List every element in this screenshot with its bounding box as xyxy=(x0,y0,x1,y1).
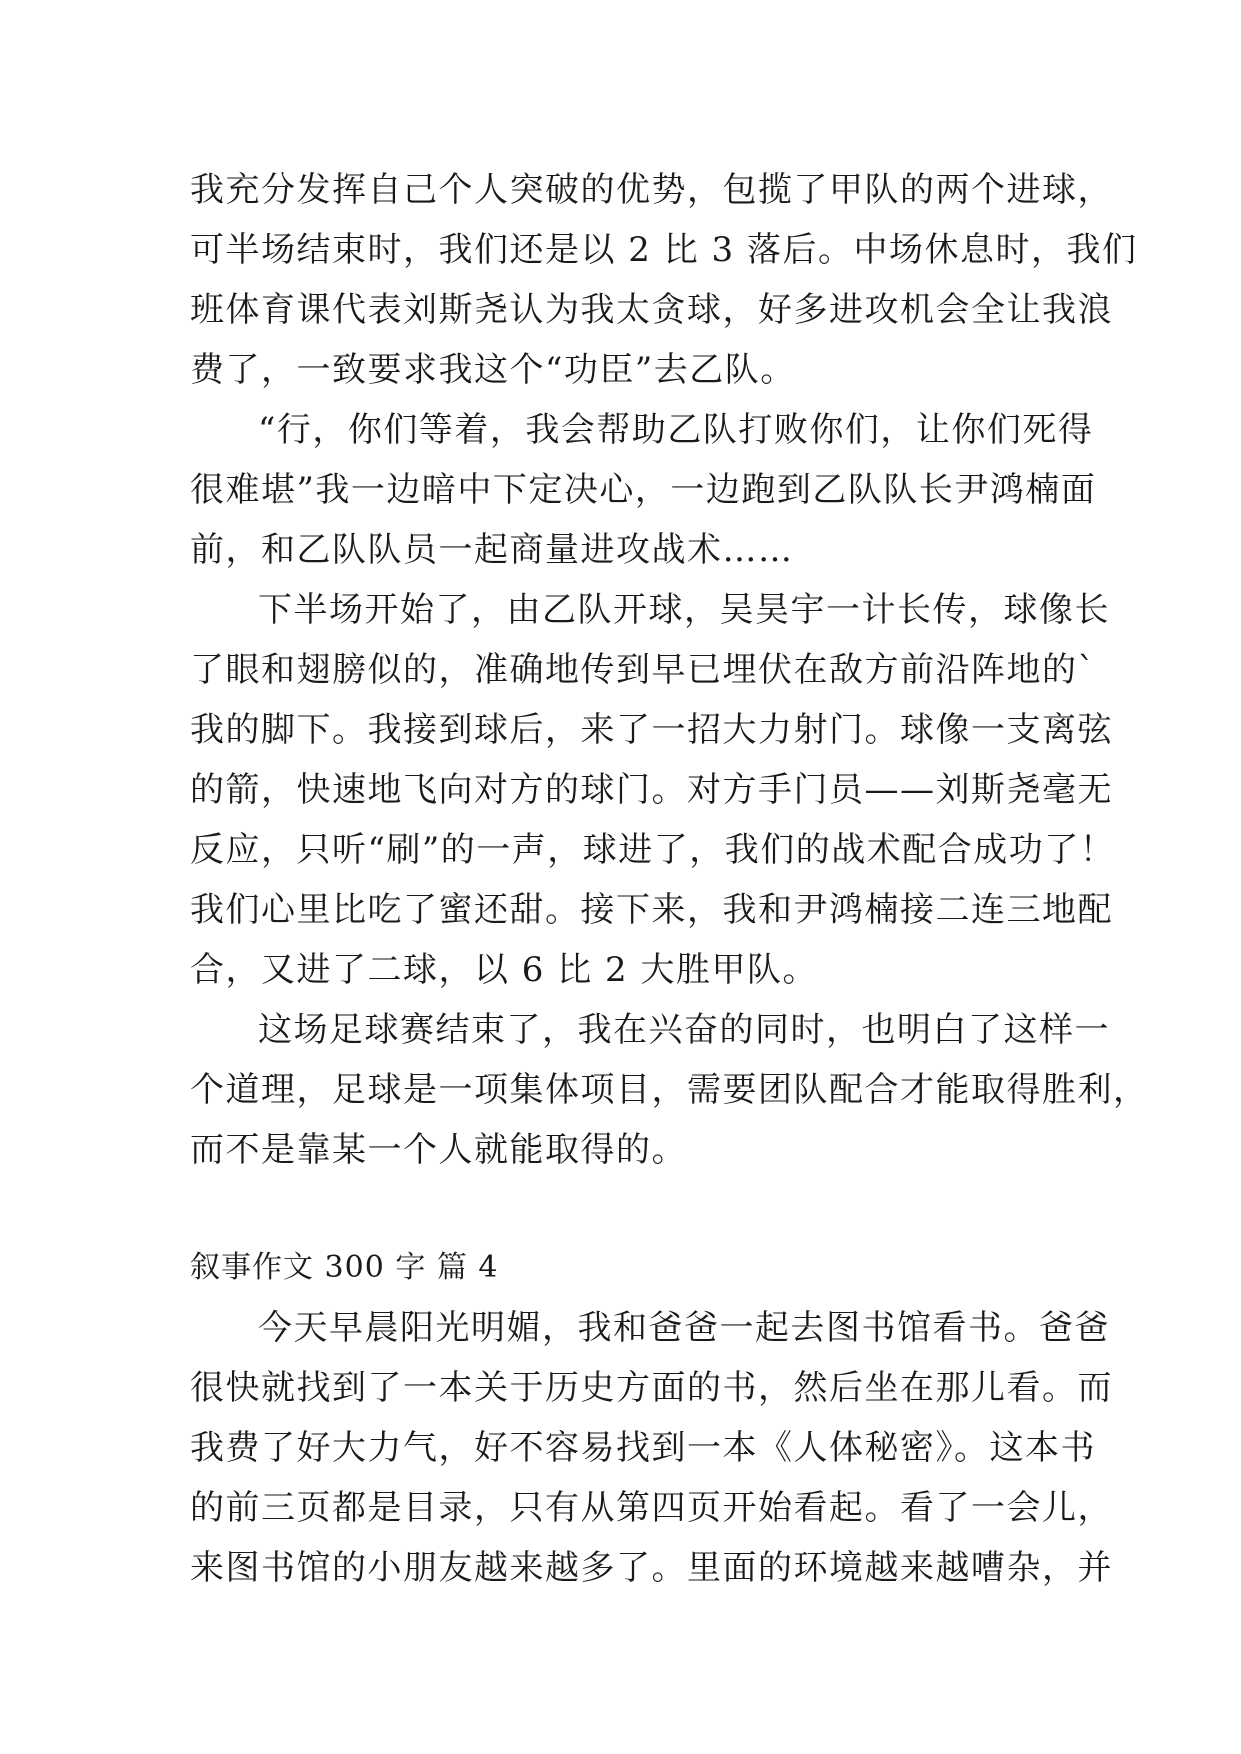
text-line: 很快就找到了一本关于历史方面的书，然后坐在那儿看。而 xyxy=(190,1368,1113,1408)
section-heading: 叙事作文 300 字 篇 4 xyxy=(190,1250,499,1285)
text-line: 这场足球赛结束了，我在兴奋的同时，也明白了这样一 xyxy=(258,1010,1110,1050)
text-line: 了眼和翅膀似的，准确地传到早已埋伏在敌方前沿阵地的` xyxy=(190,650,1096,690)
paragraph-5 xyxy=(190,1298,1113,1598)
text-line: 下半场开始了，由乙队开球，吴昊宇一计长传，球像长 xyxy=(258,590,1110,630)
paragraph-1 xyxy=(190,160,1138,400)
text-line: 来图书馆的小朋友越来越多了。里面的环境越来越嘈杂，并 xyxy=(190,1548,1113,1588)
text-line: 班体育课代表刘斯尧认为我太贪球，好多进攻机会全让我浪 xyxy=(190,290,1113,330)
text-line: “行，你们等着，我会帮助乙队打败你们，让你们死得 xyxy=(258,410,1094,450)
text-line: 合，又进了二球，以 6 比 2 大胜甲队。 xyxy=(190,950,818,990)
text-line: 可半场结束时，我们还是以 2 比 3 落后。中场休息时，我们 xyxy=(190,230,1138,270)
text-line: 反应，只听“刷”的一声，球进了，我们的战术配合成功了！ xyxy=(190,830,1116,870)
text-line: 的前三页都是目录，只有从第四页开始看起。看了一会儿， xyxy=(190,1488,1113,1528)
text-line: 费了，一致要求我这个“功臣”去乙队。 xyxy=(190,350,796,390)
text-line: 我的脚下。我接到球后，来了一招大力射门。球像一支离弦 xyxy=(190,710,1113,750)
text-line: 而不是靠某一个人就能取得的。 xyxy=(190,1130,687,1170)
text-line: 的箭，快速地飞向对方的球门。对方手门员——刘斯尧毫无 xyxy=(190,770,1113,810)
paragraph-3 xyxy=(190,580,1116,1000)
text-line: 今天早晨阳光明媚，我和爸爸一起去图书馆看书。爸爸 xyxy=(258,1308,1110,1348)
text-line: 我充分发挥自己个人突破的优势，包揽了甲队的两个进球， xyxy=(190,170,1113,210)
document-body xyxy=(190,160,1149,1598)
text-line: 我们心里比吃了蜜还甜。接下来，我和尹鸿楠接二连三地配 xyxy=(190,890,1113,930)
paragraph-4 xyxy=(190,1000,1149,1180)
section-spacer xyxy=(190,1180,1050,1238)
text-line: 个道理，足球是一项集体项目，需要团队配合才能取得胜利， xyxy=(190,1070,1149,1110)
text-line: 我费了好大力气，好不容易找到一本《人体秘密》。这本书 xyxy=(190,1428,1096,1468)
text-line: 很难堪”我一边暗中下定决心，一边跑到乙队队长尹鸿楠面 xyxy=(190,470,1097,510)
paragraph-2 xyxy=(190,400,1097,580)
text-line: 前，和乙队队员一起商量进攻战术…… xyxy=(190,530,794,570)
